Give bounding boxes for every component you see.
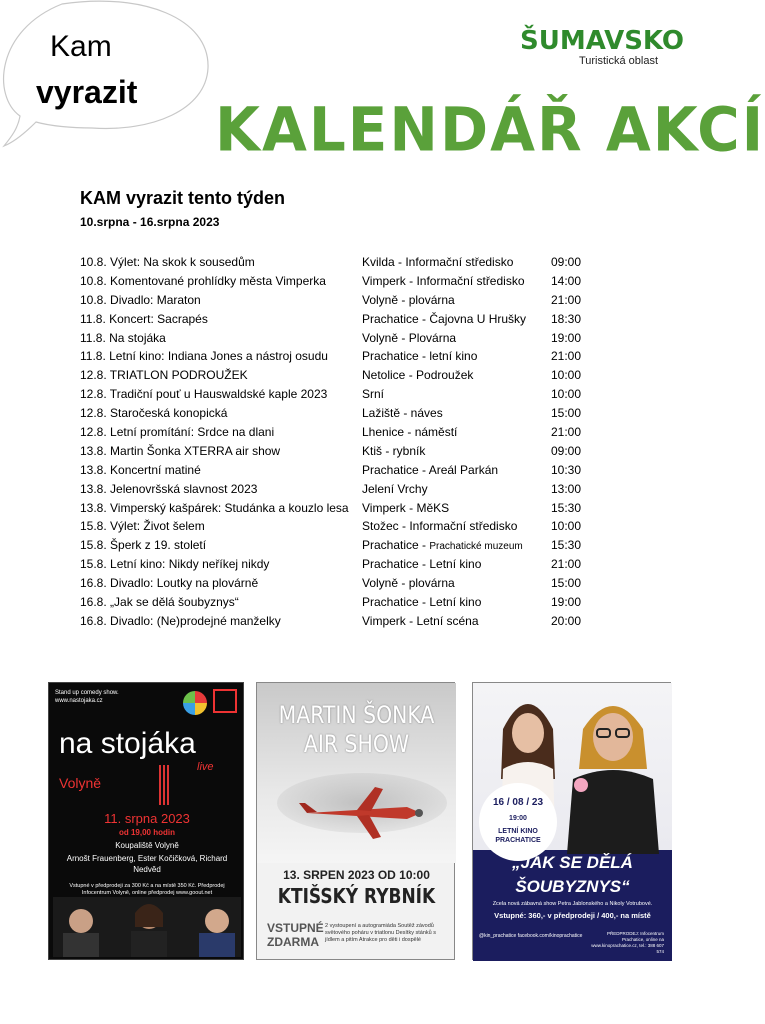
- event-place: Vimperk - MěKS: [362, 500, 450, 515]
- event-time: 15:30: [551, 538, 582, 553]
- event-time: 09:00: [551, 443, 582, 458]
- event-time: 21:00: [551, 425, 582, 440]
- event-row: [80, 480, 590, 499]
- poster3-price: Vstupné: 360,- v předprodeji / 400,- na místě: [494, 911, 651, 920]
- event-place: Lhenice - náměstí: [362, 425, 458, 440]
- poster1-venue: Koupaliště Volyně: [115, 841, 179, 850]
- event-place-town: Prachatice -: [362, 538, 430, 553]
- event-time: 19:00: [551, 595, 582, 610]
- event-row: [80, 310, 590, 329]
- colorful-logo-icon: [183, 691, 207, 715]
- poster1-live: live: [197, 761, 214, 773]
- event-name: 12.8. TRIATLON PODROUŽEK: [80, 368, 248, 383]
- red-square-icon: [213, 689, 237, 713]
- bubble-line2: vyrazit: [36, 74, 138, 110]
- poster3-presale: PŘEDPRODEJ: Infocentrum Prachatice, online na www.kinoprachatice.cz, tel.: 388 607 574: [591, 931, 664, 954]
- event-time: 18:30: [551, 311, 582, 326]
- event-place: Kvilda - Informační středisko: [362, 255, 514, 269]
- banner-title: KALENDÁŘ AKCÍ: [215, 94, 765, 166]
- performer-photo: [563, 689, 663, 854]
- event-name: 15.8. Šperk z 19. století: [80, 538, 207, 553]
- event-time: 19:00: [551, 330, 582, 345]
- event-row: [80, 461, 590, 480]
- event-time: 20:00: [551, 613, 582, 628]
- event-row: [80, 423, 590, 442]
- event-time: 10:30: [551, 462, 582, 477]
- event-place: Prachatice - Letní kino: [362, 595, 482, 610]
- event-name: 13.8. Vimperský kašpárek: Studánka a kouzlo lesa: [80, 500, 349, 515]
- event-name: 16.8. Divadlo: (Ne)prodejné manželky: [80, 613, 281, 628]
- event-place: Volyně - plovárna: [362, 292, 455, 307]
- poster3-badge: [479, 783, 557, 861]
- poster3-footer: @kin_prachatice facebook.com/kinoprachatice: [479, 933, 583, 939]
- event-place: Volyně - plovárna: [362, 576, 455, 591]
- event-place-detail: Prachatické muzeum: [429, 541, 523, 553]
- event-name: 11.8. Letní kino: Indiana Jones a nástroj osudu: [80, 349, 328, 364]
- event-row: [80, 442, 590, 461]
- event-row: [80, 574, 590, 593]
- event-time: 10:00: [551, 368, 582, 383]
- poster1-title: na stojáka: [59, 727, 196, 760]
- event-place: [362, 536, 550, 557]
- event-place: Srní: [362, 387, 385, 402]
- poster1-time: od 19,00 hodin: [118, 828, 175, 837]
- event-time: 21:00: [551, 557, 582, 572]
- event-name: 10.8. Komentované prohlídky města Vimperka: [80, 273, 326, 288]
- event-row: [80, 366, 590, 385]
- event-place: Vimperk - Letní scéna: [362, 613, 479, 628]
- event-row: [80, 291, 590, 310]
- poster3-date: 16 / 08 / 23: [492, 797, 544, 808]
- events-list: [80, 253, 590, 631]
- poster2-free-entry: VSTUPNÉ ZDARMA: [267, 921, 324, 949]
- event-place: Prachatice - Čajovna U Hrušky: [362, 311, 527, 326]
- event-row: [80, 499, 590, 518]
- event-row: [80, 404, 590, 423]
- event-row: [80, 272, 590, 291]
- event-row: [80, 385, 590, 404]
- sumavsko-logo: [520, 26, 684, 67]
- poster-air-show: [256, 682, 455, 960]
- bubble-line1: Kam: [50, 30, 112, 63]
- poster1-tag: Stand up comedy show. www.nastojaka.cz: [55, 690, 119, 704]
- event-name: 11.8. Koncert: Sacrapés: [80, 311, 208, 326]
- event-name: 10.8. Výlet: Na skok k sousedům: [80, 255, 255, 269]
- event-row: [80, 536, 590, 555]
- event-place: Prachatice - letní kino: [362, 349, 478, 364]
- event-time: 10:00: [551, 519, 582, 534]
- event-name: 16.8. „Jak se dělá šoubyznys“: [80, 595, 239, 610]
- event-row: [80, 517, 590, 536]
- event-row: [80, 612, 590, 631]
- poster2-date: 13. SRPEN 2023 OD 10:00: [283, 868, 430, 882]
- poster1-date: 11. srpna 2023: [104, 811, 190, 826]
- poster-soubyznys: [472, 682, 671, 960]
- event-row: [80, 347, 590, 366]
- airplane-icon: [297, 783, 427, 843]
- logo-tagline: Turistická oblast: [578, 55, 658, 67]
- poster3-time: 19:00: [509, 815, 527, 822]
- poster2-info: 2 vystoupení a autogramiáda Soutěž závodů světového poháru v triatlonu Desítky stánků s jídlem a pitím Atrakce pro děti i dospělé: [325, 923, 436, 943]
- event-time: 13:00: [551, 481, 582, 496]
- event-time: 15:00: [551, 576, 582, 591]
- event-place: Vimperk - Informační středisko: [362, 273, 525, 288]
- poster1-cast: Arnošt Frauenberg, Ester Kočičková, Richard Nedvěd: [66, 854, 228, 874]
- event-row: [80, 253, 590, 272]
- poster2-place: KTIŠSKÝ RYBNÍK: [277, 884, 436, 908]
- event-time: 15:30: [551, 500, 582, 515]
- poster1-price: Vstupné v předprodeji za 300 Kč a na místě 350 Kč. Předprodej Infocentrum Volyně, online předprodej www.goout.net: [69, 883, 225, 896]
- event-time: 15:00: [551, 406, 582, 421]
- event-name: 10.8. Divadlo: Maraton: [80, 292, 201, 307]
- event-place: Prachatice - Areál Parkán: [362, 462, 499, 477]
- page-heading: KAM vyrazit tento týden: [80, 188, 286, 208]
- event-name: 13.8. Martin Šonka XTERRA air show: [80, 443, 281, 458]
- poster1-town: Volyně: [59, 775, 102, 791]
- event-name: 12.8. Tradiční pouť u Hauswaldské kaple 2023: [80, 387, 328, 402]
- event-name: 16.8. Divadlo: Loutky na plovárně: [80, 576, 259, 591]
- poster2-title: MARTIN ŠONKA AIR SHOW: [278, 701, 435, 758]
- poster-na-stojaka: [48, 682, 244, 960]
- event-place: Prachatice - Letní kino: [362, 557, 482, 572]
- event-name: 15.8. Výlet: Život šelem: [80, 519, 205, 534]
- event-row: [80, 555, 590, 574]
- event-name: 13.8. Jelenovršská slavnost 2023: [80, 481, 258, 496]
- date-range: 10.srpna - 16.srpna 2023: [80, 215, 220, 229]
- event-place: Ktiš - rybník: [362, 443, 426, 458]
- logo-name: ŠUMAVSKO: [520, 26, 684, 56]
- event-place: Volyně - Plovárna: [362, 330, 457, 345]
- event-time: 21:00: [551, 349, 582, 364]
- poster3-title: „JAK SE DĚLÁ ŠOUBYZNYS“: [512, 853, 633, 896]
- poster3-subtitle: Zcela nová zábavná show Petra Jablonského a Nikoly Votrubové.: [492, 901, 653, 907]
- event-place: Jelení Vrchy: [362, 481, 428, 496]
- poster3-venue: LETNÍ KINO PRACHATICE: [495, 828, 541, 844]
- event-name: 12.8. Letní promítání: Srdce na dlani: [80, 425, 275, 440]
- event-place: Netolice - Podroužek: [362, 368, 474, 383]
- event-place: Lažiště - náves: [362, 406, 443, 421]
- event-place: Stožec - Informační středisko: [362, 519, 518, 534]
- event-name: 11.8. Na stojáka: [80, 330, 166, 345]
- event-name: 13.8. Koncertní matiné: [80, 462, 201, 477]
- event-name: 15.8. Letní kino: Nikdy neříkej nikdy: [80, 557, 270, 572]
- microphone-icon: [159, 765, 169, 805]
- event-row: [80, 593, 590, 612]
- event-name: 12.8. Staročeská konopická: [80, 406, 228, 421]
- event-time: 14:00: [551, 273, 582, 288]
- event-time: 09:00: [551, 255, 582, 269]
- event-time: 21:00: [551, 292, 582, 307]
- event-row: [80, 329, 590, 348]
- event-time: 10:00: [551, 387, 582, 402]
- comedians-photo: [53, 897, 241, 957]
